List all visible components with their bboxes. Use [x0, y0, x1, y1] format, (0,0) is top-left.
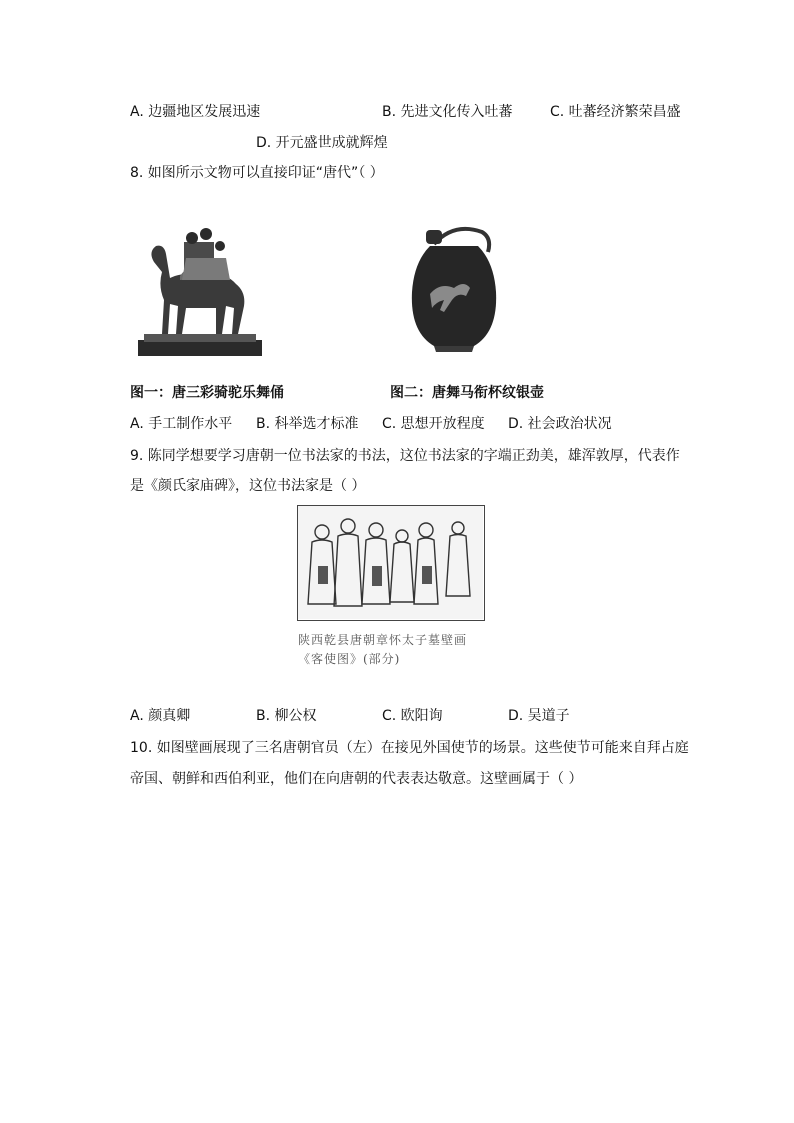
mural-image: [297, 505, 485, 621]
q8-option-c: C. 思想开放程度: [382, 416, 485, 432]
q9-option-d: D. 吴道子: [508, 708, 570, 724]
q8-option-a: A. 手工制作水平: [130, 416, 233, 432]
q10-stem-line-2: 帝国、朝鲜和西伯利亚，他们在向唐朝的代表表达敬意。这壁画属于（ ）: [130, 771, 583, 787]
q7-option-a: A. 边疆地区发展迅速: [130, 104, 261, 120]
camel-figurine-image: [134, 222, 266, 364]
figure-1-caption: 图一：唐三彩骑驼乐舞俑: [130, 385, 284, 401]
q9-option-a: A. 颜真卿: [130, 708, 191, 724]
q7-option-b: B. 先进文化传入吐蕃: [382, 104, 513, 120]
q10-stem-line-1: 10. 如图壁画展现了三名唐朝官员（左）在接见外国使节的场景。这些使节可能来自拜占庭: [130, 740, 689, 756]
silver-pot-image: [404, 222, 504, 354]
mural-caption-line-2: 《客使图》(部分): [298, 652, 401, 666]
q8-stem: 8. 如图所示文物可以直接印证“唐代”（ ）: [130, 165, 384, 181]
q9-stem-line-2: 是《颜氏家庙碑》，这位书法家是（ ）: [130, 478, 366, 494]
figure-2-caption: 图二：唐舞马衔杯纹银壶: [390, 385, 544, 401]
mural-caption-line-1: 陕西乾县唐朝章怀太子墓壁画: [298, 633, 468, 647]
q8-option-b: B. 科举选才标准: [256, 416, 359, 432]
q9-stem-line-1: 9. 陈同学想要学习唐朝一位书法家的书法，这位书法家的字端正劲美，雄浑敦厚，代表作: [130, 448, 680, 464]
q8-option-d: D. 社会政治状况: [508, 416, 612, 432]
q9-option-b: B. 柳公权: [256, 708, 317, 724]
q7-option-d: D. 开元盛世成就辉煌: [256, 135, 388, 151]
q7-option-c: C. 吐蕃经济繁荣昌盛: [550, 104, 681, 120]
q9-option-c: C. 欧阳询: [382, 708, 443, 724]
